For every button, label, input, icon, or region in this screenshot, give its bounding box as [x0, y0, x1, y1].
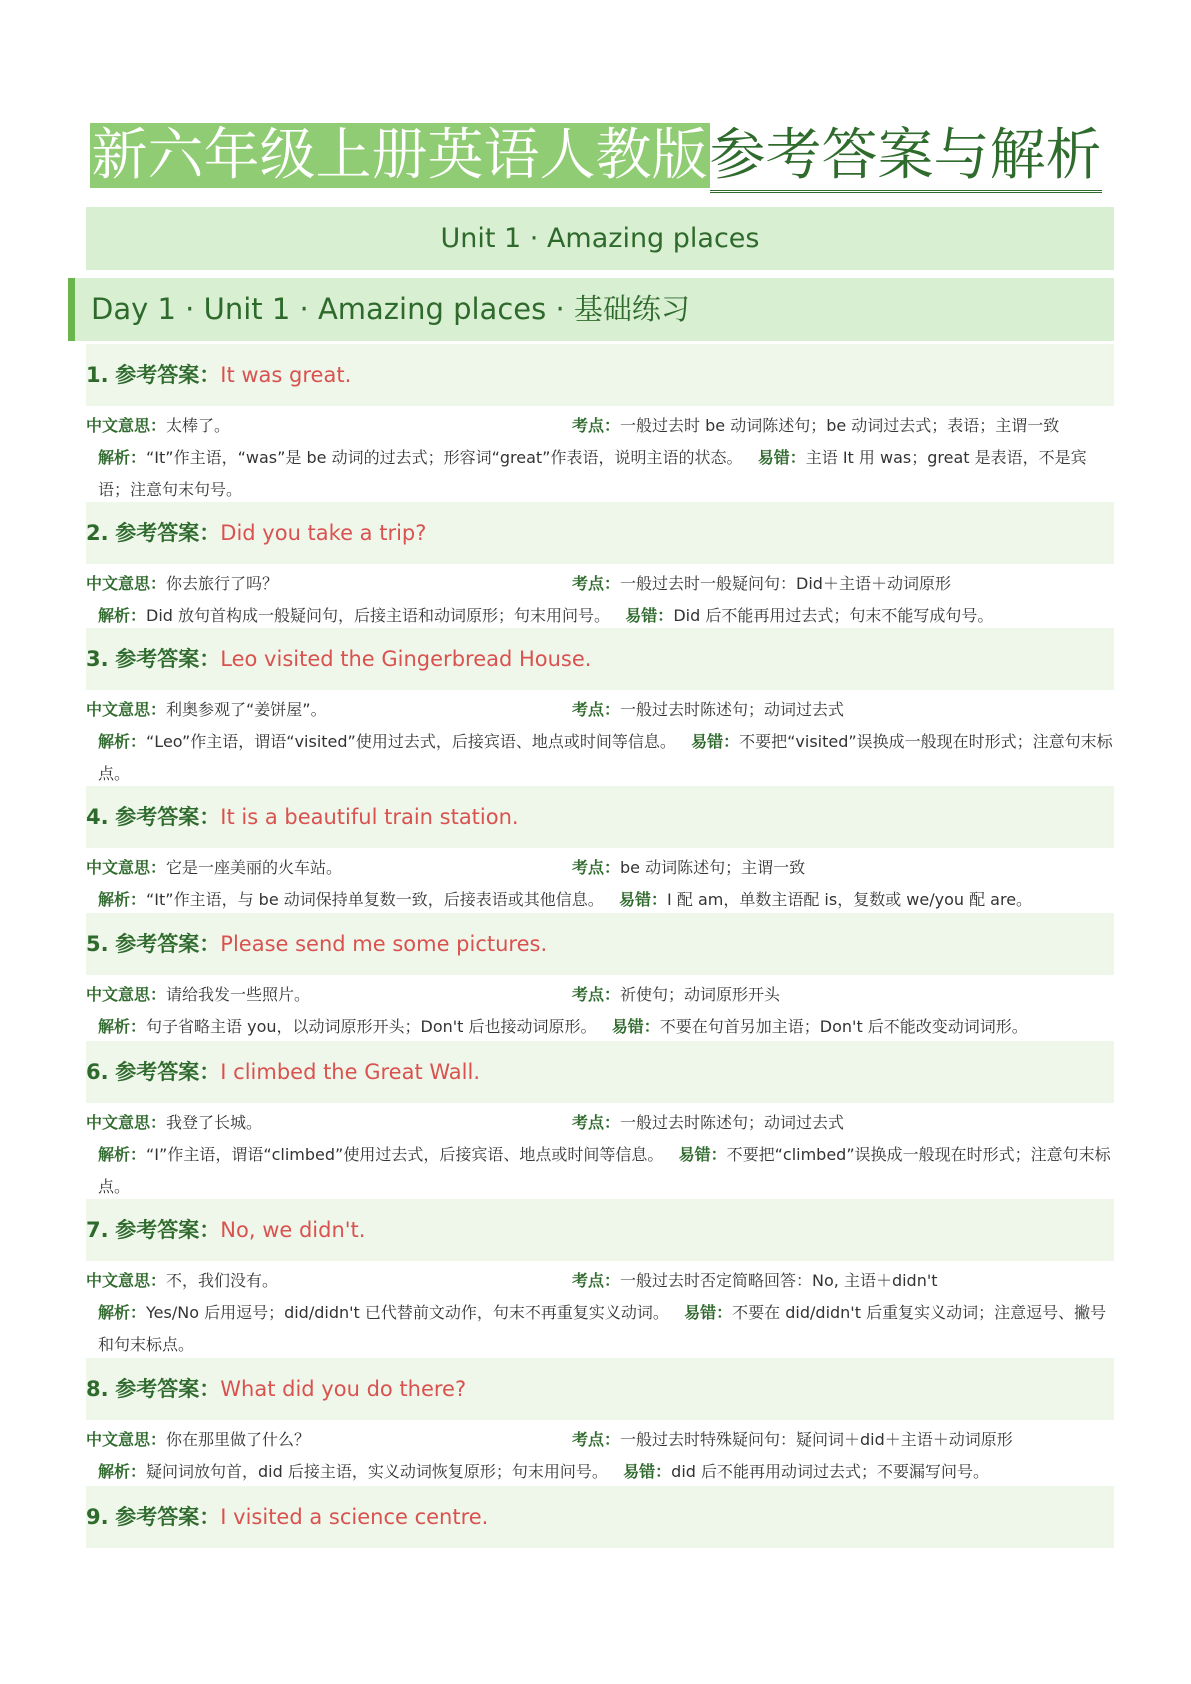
error-text: 主语 It 用 was；great 是表语，不是宾语；注意句末句号。	[98, 448, 1087, 499]
analysis-text: Did 放句首构成一般疑问句，后接主语和动词原形；句末用问号。	[146, 606, 611, 625]
point-label: 考点：	[572, 700, 621, 719]
meaning-label: 中文意思：	[86, 985, 167, 1004]
day-header: Day 1 · Unit 1 · Amazing places · 基础练习	[68, 278, 1114, 341]
meaning-label: 中文意思：	[86, 1271, 167, 1290]
answer-text: It is a beautiful train station.	[220, 805, 519, 829]
answer-text: What did you do there?	[220, 1377, 467, 1401]
analysis-text: Yes/No 后用逗号；did/didn't 已代替前文动作，句末不再重复实义动词。	[146, 1303, 669, 1322]
analysis-label: 解析：	[98, 606, 147, 625]
item-number: 2.	[86, 521, 109, 545]
meaning-text: 不，我们没有。	[166, 1271, 279, 1290]
analysis-label: 解析：	[98, 732, 147, 751]
answer-item	[86, 1358, 1114, 1488]
analysis-row	[86, 1456, 1114, 1488]
meaning-text: 你去旅行了吗？	[166, 574, 279, 593]
error-text: Did 后不能再用过去式；句末不能写成句号。	[673, 606, 994, 625]
answer-row	[86, 344, 1114, 406]
answer-item	[86, 786, 1114, 916]
analysis-text: 句子省略主语 you，以动词原形开头；Don't 后也接动词原形。	[146, 1017, 597, 1036]
item-number: 3.	[86, 647, 109, 671]
answer-label: 参考答案：	[115, 521, 221, 545]
answer-label: 参考答案：	[115, 805, 221, 829]
meta-row	[86, 979, 1114, 1011]
answer-text: Please send me some pictures.	[220, 932, 548, 956]
meta-row	[86, 1424, 1114, 1456]
analysis-row	[86, 1011, 1114, 1043]
meaning-label: 中文意思：	[86, 1430, 167, 1449]
item-number: 7.	[86, 1218, 109, 1242]
error-label: 易错：	[684, 1303, 733, 1322]
analysis-label: 解析：	[98, 1145, 147, 1164]
answer-item	[86, 344, 1114, 506]
answer-row	[86, 1486, 1114, 1548]
error-label: 易错：	[678, 1145, 727, 1164]
meaning-label: 中文意思：	[86, 416, 167, 435]
page-title	[0, 112, 1191, 200]
answer-text: I visited a science centre.	[220, 1505, 489, 1529]
error-text: I 配 am，单数主语配 is，复数或 we/you 配 are。	[667, 890, 1033, 909]
answer-row	[86, 786, 1114, 848]
answer-label: 参考答案：	[115, 932, 221, 956]
point-text: 一般过去时陈述句；动词过去式	[620, 1113, 845, 1132]
point-label: 考点：	[572, 1430, 621, 1449]
point-label: 考点：	[572, 985, 621, 1004]
analysis-row	[86, 726, 1114, 790]
answer-text: No, we didn't.	[220, 1218, 366, 1242]
analysis-label: 解析：	[98, 1303, 147, 1322]
analysis-text: “Leo”作主语，谓语“visited”使用过去式，后接宾语、地点或时间等信息。	[146, 732, 676, 751]
answer-item	[86, 1486, 1114, 1548]
error-label: 易错：	[757, 448, 806, 467]
item-number: 9.	[86, 1505, 109, 1529]
answer-item	[86, 628, 1114, 790]
meaning-text: 你在那里做了什么？	[166, 1430, 311, 1449]
answer-label: 参考答案：	[115, 1218, 221, 1242]
analysis-row	[86, 884, 1114, 916]
meta-row	[86, 1107, 1114, 1139]
answer-label: 参考答案：	[115, 647, 221, 671]
item-number: 4.	[86, 805, 109, 829]
point-label: 考点：	[572, 574, 621, 593]
error-label: 易错：	[625, 606, 674, 625]
answer-row	[86, 913, 1114, 975]
error-text: 不要在句首另加主语；Don't 后不能改变动词词形。	[659, 1017, 1028, 1036]
meaning-text: 利奥参观了“姜饼屋”。	[166, 700, 327, 719]
error-label: 易错：	[611, 1017, 660, 1036]
point-label: 考点：	[572, 858, 621, 877]
analysis-label: 解析：	[98, 448, 147, 467]
answer-label: 参考答案：	[115, 1505, 221, 1529]
analysis-text: “I”作主语，谓语“climbed”使用过去式，后接宾语、地点或时间等信息。	[146, 1145, 664, 1164]
meaning-label: 中文意思：	[86, 858, 167, 877]
analysis-row	[86, 1297, 1114, 1361]
meta-row	[86, 410, 1114, 442]
answer-item	[86, 502, 1114, 632]
item-number: 5.	[86, 932, 109, 956]
meaning-label: 中文意思：	[86, 1113, 167, 1132]
answer-row	[86, 628, 1114, 690]
error-label: 易错：	[691, 732, 740, 751]
meaning-text: 它是一座美丽的火车站。	[166, 858, 343, 877]
analysis-label: 解析：	[98, 890, 147, 909]
point-text: 一般过去时 be 动词陈述句；be 动词过去式；表语；主谓一致	[620, 416, 1060, 435]
answer-item	[86, 913, 1114, 1043]
point-text: 祈使句；动词原形开头	[620, 985, 781, 1004]
point-text: 一般过去时陈述句；动词过去式	[620, 700, 845, 719]
point-text: be 动词陈述句；主谓一致	[620, 858, 806, 877]
point-text: 一般过去时特殊疑问句：疑问词＋did＋主语＋动词原形	[620, 1430, 1013, 1449]
point-label: 考点：	[572, 1271, 621, 1290]
point-label: 考点：	[572, 416, 621, 435]
meaning-label: 中文意思：	[86, 574, 167, 593]
answer-text: I climbed the Great Wall.	[220, 1060, 480, 1084]
error-label: 易错：	[623, 1462, 672, 1481]
meaning-text: 我登了长城。	[166, 1113, 263, 1132]
meaning-text: 请给我发一些照片。	[166, 985, 311, 1004]
answer-row	[86, 1199, 1114, 1261]
answer-label: 参考答案：	[115, 1377, 221, 1401]
analysis-text: 疑问词放句首，did 后接主语，实义动词恢复原形；句末用问号。	[146, 1462, 608, 1481]
analysis-label: 解析：	[98, 1017, 147, 1036]
unit-banner: Unit 1 · Amazing places	[86, 207, 1114, 270]
meaning-text: 太棒了。	[166, 416, 231, 435]
point-text: 一般过去时一般疑问句：Did＋主语＋动词原形	[620, 574, 951, 593]
error-label: 易错：	[619, 890, 668, 909]
meta-row	[86, 568, 1114, 600]
title-highlight: 新六年级上册英语人教版	[91, 123, 708, 188]
answer-text: Did you take a trip?	[220, 521, 427, 545]
answer-row	[86, 502, 1114, 564]
point-text: 一般过去时否定简略回答：No, 主语＋didn't	[620, 1271, 938, 1290]
error-text: 不要在 did/didn't 后重复实义动词；注意逗号、撇号和句末标点。	[98, 1303, 1107, 1354]
answer-text: It was great.	[220, 363, 352, 387]
item-number: 1.	[86, 363, 109, 387]
answer-item	[86, 1041, 1114, 1203]
answer-item	[86, 1199, 1114, 1361]
error-text: 不要把“climbed”误换成一般现在时形式；注意句末标点。	[98, 1145, 1111, 1196]
answer-label: 参考答案：	[115, 1060, 221, 1084]
meaning-label: 中文意思：	[86, 700, 167, 719]
item-number: 8.	[86, 1377, 109, 1401]
answer-row	[86, 1358, 1114, 1420]
error-text: did 后不能再用动词过去式；不要漏写问号。	[671, 1462, 990, 1481]
point-label: 考点：	[572, 1113, 621, 1132]
analysis-text: “It”作主语，“was”是 be 动词的过去式；形容词“great”作表语，说明主语的状态。	[146, 448, 743, 467]
answer-text: Leo visited the Gingerbread House.	[220, 647, 592, 671]
meta-row	[86, 1265, 1114, 1297]
meta-row	[86, 694, 1114, 726]
meta-row	[86, 852, 1114, 884]
analysis-text: “It”作主语，与 be 动词保持单复数一致，后接表语或其他信息。	[146, 890, 604, 909]
error-text: 不要把“visited”误换成一般现在时形式；注意句末标点。	[98, 732, 1113, 783]
answer-row	[86, 1041, 1114, 1103]
analysis-row	[86, 1139, 1114, 1203]
analysis-row	[86, 442, 1114, 506]
analysis-label: 解析：	[98, 1462, 147, 1481]
item-number: 6.	[86, 1060, 109, 1084]
title-underlined: 参考答案与解析	[710, 123, 1102, 193]
answer-label: 参考答案：	[115, 363, 221, 387]
